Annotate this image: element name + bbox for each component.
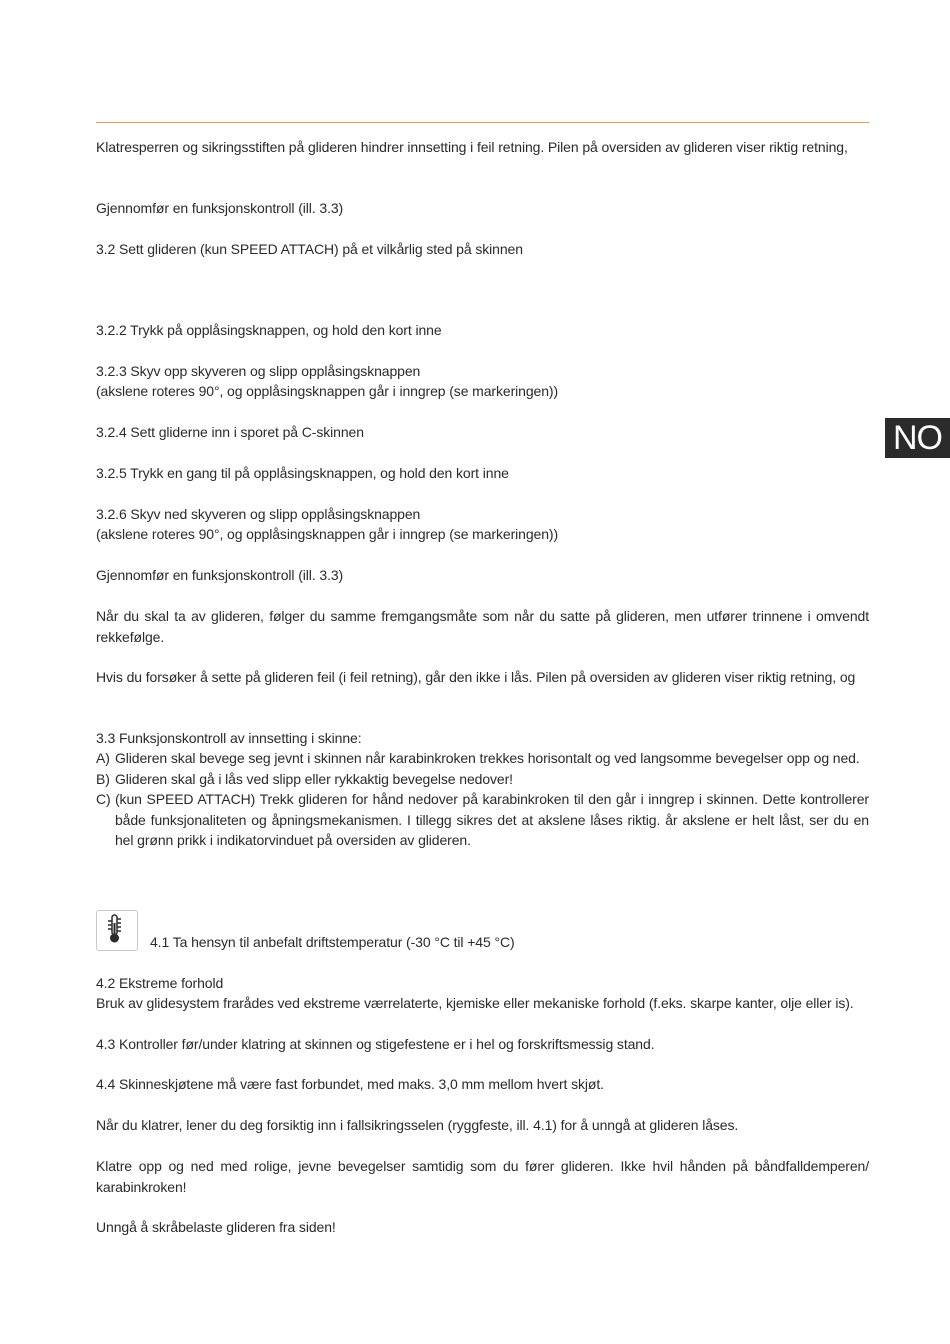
climbing-lean-paragraph: Når du klatrer, lener du deg forsiktig inn i fallsikringsselen (ryggfeste, ill. 4.1) for å unngå at glideren låses. xyxy=(96,1117,739,1133)
check-item-text: Glideren skal gå i lås ved slipp eller rykkaktig bevegelse nedover! xyxy=(115,771,513,787)
function-check-note: Gjennomfør en funksjonskontroll (ill. 3.3) xyxy=(96,200,344,216)
check-item-c xyxy=(96,789,869,851)
intro-paragraph: Klatresperren og sikringsstiften på glideren hindrer innsetting i feil retning. Pilen på oversiden av glideren viser riktig retning, xyxy=(96,139,848,155)
removal-paragraph: Når du skal ta av glideren, følger du samme fremgangsmåte som når du satte på glideren, men utfører trinnene i omvendt rekkefølge. xyxy=(96,608,869,645)
side-load-warning: Unngå å skråbelaste glideren fra siden! xyxy=(96,1219,336,1235)
section-4-2-text: Bruk av glidesystem frarådes ved ekstreme værrelaterte, kjemiske eller mekaniske forhold (f.eks. skarpe kanter, olje eller is). xyxy=(96,995,854,1011)
step-3-2-4: 3.2.4 Sett gliderne inn i sporet på C-skinnen xyxy=(96,424,364,440)
section-4-1: 4.1 Ta hensyn til anbefalt driftstemperatur (-30 °C til +45 °C) xyxy=(150,934,515,950)
check-item-b xyxy=(96,769,869,790)
step-3-2-6: 3.2.6 Skyv ned skyveren og slipp opplåsingsknappen xyxy=(96,506,421,522)
check-item-label: C) xyxy=(96,791,111,807)
check-item-text: (kun SPEED ATTACH) Trekk glideren for hånd nedover på karabinkroken til den går i inngrep i skinnen. Dette kontrollerer både funksjonaliteten og åpningsmekanismen. I tillegg sikres det at akslene låses riktig. år akslene er helt låst, ser du en hel grønn prikk i indikatorvinduet på oversiden av glideren. xyxy=(115,791,869,848)
section-4-4: 4.4 Skinneskjøtene må være fast forbundet, med maks. 3,0 mm mellom hvert skjøt. xyxy=(96,1076,604,1092)
step-3-2-5: 3.2.5 Trykk en gang til på opplåsingsknappen, og hold den kort inne xyxy=(96,465,509,481)
step-3-2: 3.2 Sett glideren (kun SPEED ATTACH) på et vilkårlig sted på skinnen xyxy=(96,241,523,257)
function-check-note-2: Gjennomfør en funksjonskontroll (ill. 3.3) xyxy=(96,567,344,583)
check-item-label: B) xyxy=(96,771,110,787)
section-3-3-heading: 3.3 Funksjonskontroll av innsetting i skinne: xyxy=(96,730,362,746)
header-rule xyxy=(96,122,869,123)
section-4-3: 4.3 Kontroller før/under klatring at skinnen og stigefestene er i hel og forskriftsmessig stand. xyxy=(96,1036,655,1052)
check-item-text: Glideren skal bevege seg jevnt i skinnen når karabinkroken trekkes horisontalt og ved langsomme bevegelser opp og ned. xyxy=(115,750,860,766)
step-3-2-3: 3.2.3 Skyv opp skyveren og slipp opplåsingsknappen xyxy=(96,363,421,379)
language-tab: NO xyxy=(885,418,950,458)
climbing-motion-paragraph: Klatre opp og ned med rolige, jevne bevegelser samtidig som du fører glideren. Ikke hvil hånden på båndfalldemperen/ karabinkroken! xyxy=(96,1158,869,1195)
check-item-label: A) xyxy=(96,750,110,766)
wrong-direction-paragraph: Hvis du forsøker å sette på glideren feil (i feil retning), går den ikke i lås. Pilen på oversiden av glideren viser riktig retning, og xyxy=(96,669,856,685)
thermometer-icon xyxy=(96,910,138,951)
section-4-2-heading: 4.2 Ekstreme forhold xyxy=(96,975,224,991)
step-3-2-6-note: (akslene roteres 90°, og opplåsingsknappen går i inngrep (se markeringen)) xyxy=(96,526,559,542)
step-3-2-2: 3.2.2 Trykk på opplåsingsknappen, og hold den kort inne xyxy=(96,322,442,338)
step-3-2-3-note: (akslene roteres 90°, og opplåsingsknappen går i inngrep (se markeringen)) xyxy=(96,383,559,399)
check-item-a xyxy=(96,748,869,769)
